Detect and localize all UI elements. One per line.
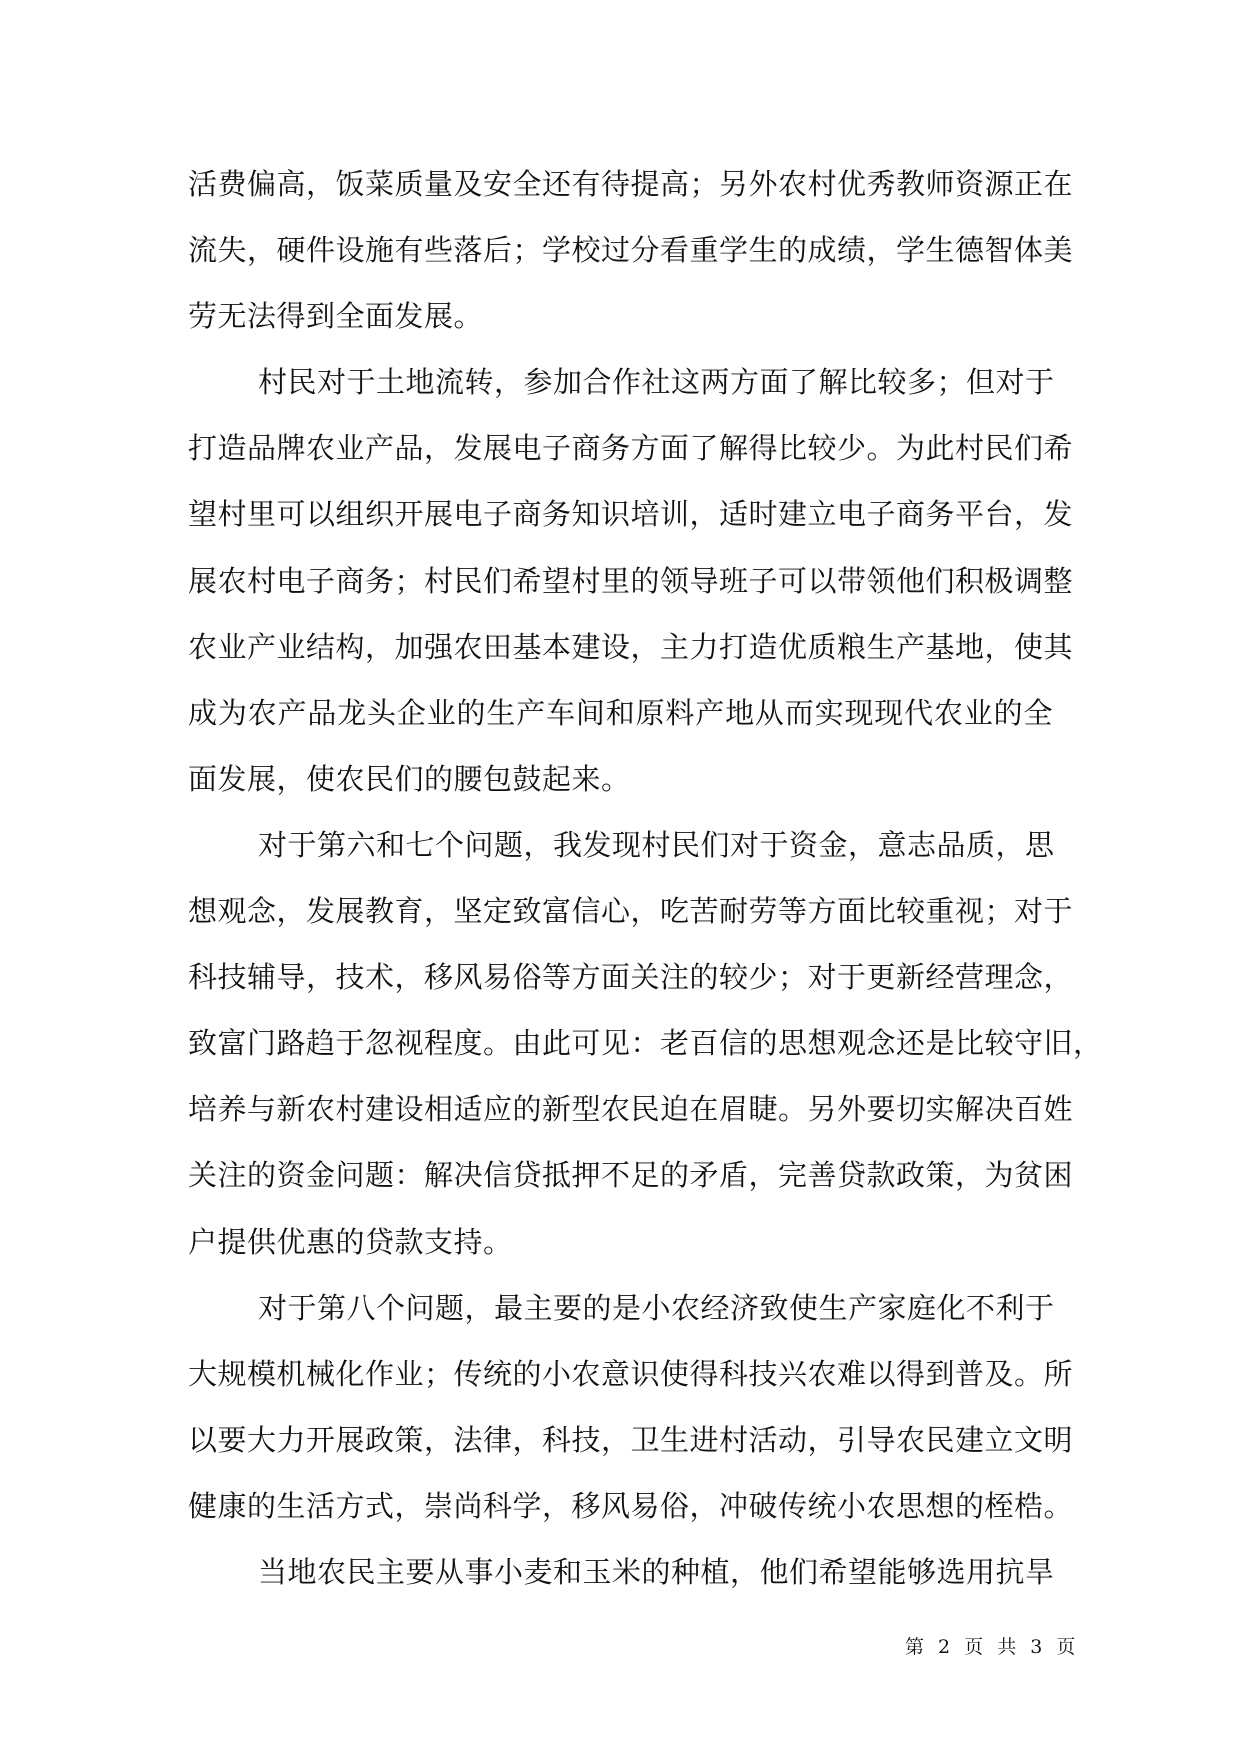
page-number: 第 2 页 共 3 页 <box>905 1636 1080 1658</box>
text-line: 想观念，发展教育，坚定致富信心，吃苦耐劳等方面比较重视；对于 <box>188 894 1074 929</box>
text-line: 成为农产品龙头企业的生产车间和原料产地从而实现现代农业的全 <box>188 695 1053 730</box>
text-line: 流失，硬件设施有些落后；学校过分看重学生的成绩，学生德智体美 <box>188 233 1074 268</box>
text-line: 农业产业结构，加强农田基本建设，主力打造优质粮生产基地，使其 <box>188 629 1074 664</box>
text-line: 以要大力开展政策，法律，科技，卫生进村活动，引导农民建立文明 <box>188 1422 1074 1457</box>
text-line: 大规模机械化作业；传统的小农意识使得科技兴农难以得到普及。所 <box>188 1356 1074 1391</box>
text-line: 劳无法得到全面发展。 <box>188 299 484 334</box>
text-line: 致富门路趋于忽视程度。由此可见：老百信的思想观念还是比较守旧， <box>188 1026 1103 1061</box>
text-line: 活费偏高，饭菜质量及安全还有待提高；另外农村优秀教师资源正在 <box>188 167 1074 201</box>
text-line: 村民对于土地流转，参加合作社这两方面了解比较多；但对于 <box>258 365 1055 400</box>
text-line: 打造品牌农业产品，发展电子商务方面了解得比较少。为此村民们希 <box>188 431 1074 466</box>
text-line: 望村里可以组织开展电子商务知识培训，适时建立电子商务平台，发 <box>188 497 1074 532</box>
text-line: 面发展，使农民们的腰包鼓起来。 <box>188 761 631 796</box>
text-line: 户提供优惠的贷款支持。 <box>188 1224 513 1259</box>
text-line: 对于第八个问题，最主要的是小农经济致使生产家庭化不利于 <box>258 1290 1055 1325</box>
text-line: 科技辅导，技术，移风易俗等方面关注的较少；对于更新经营理念， <box>188 960 1074 995</box>
text-line: 关注的资金问题：解决信贷抵押不足的矛盾，完善贷款政策，为贫困 <box>188 1158 1074 1193</box>
body-text <box>188 157 1103 1611</box>
text-line: 培养与新农村建设相适应的新型农民迫在眉睫。另外要切实解决百姓 <box>188 1092 1074 1127</box>
text-line: 健康的生活方式，崇尚科学，移风易俗，冲破传统小农思想的桎梏。 <box>188 1488 1074 1523</box>
text-line: 当地农民主要从事小麦和玉米的种植，他们希望能够选用抗旱 <box>258 1554 1055 1589</box>
text-line: 对于第六和七个问题，我发现村民们对于资金，意志品质，思 <box>258 827 1055 862</box>
text-line: 展农村电子商务；村民们希望村里的领导班子可以带领他们积极调整 <box>188 563 1074 598</box>
